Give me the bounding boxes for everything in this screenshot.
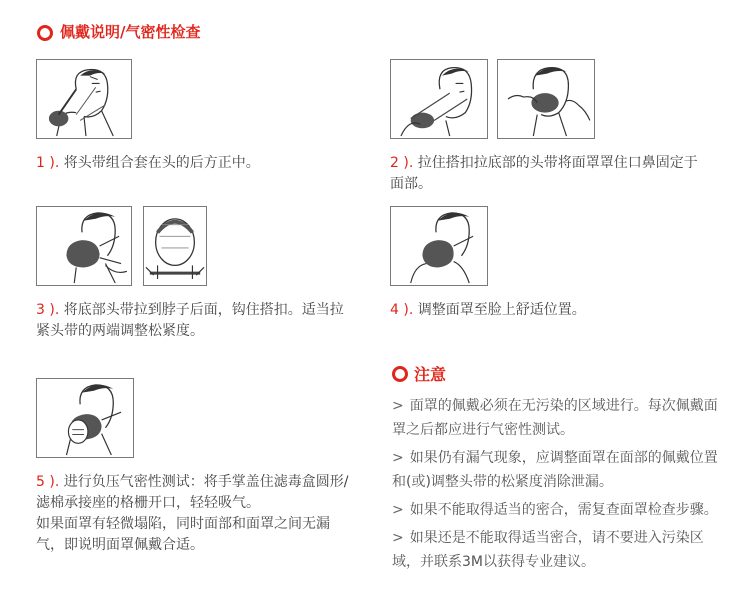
step-2-number: 2 ). <box>390 155 414 171</box>
notice-marker: > <box>392 398 404 414</box>
page-title: 佩戴说明/气密性检查 <box>60 23 201 41</box>
notice-list <box>392 394 722 574</box>
step-2-description: 拉住搭扣拉底部的头带将面罩罩住口鼻固定于面部。 <box>390 155 698 192</box>
notice-marker: > <box>392 450 404 466</box>
step-5-description: 进行负压气密性测试：将手掌盖住滤毒盒圆形/滤棉承接座的格栅开口，轻轻吸气。 <box>36 474 349 511</box>
step4-illustration <box>390 206 488 286</box>
step-3-number: 3 ). <box>36 302 60 318</box>
step-5-number: 5 ). <box>36 474 60 490</box>
step3-illustration-a <box>36 206 132 286</box>
step-4-description: 调整面罩至脸上舒适位置。 <box>417 302 586 318</box>
notice-item <box>392 498 722 522</box>
step-5-result: 如果面罩有轻微塌陷，同时面部和面罩之间无漏气，即说明面罩佩戴合适。 <box>36 516 330 553</box>
red-ring-icon <box>37 25 53 41</box>
red-ring-icon <box>392 366 408 382</box>
step1-illustration <box>36 59 132 139</box>
notice-text: 面罩的佩戴必须在无污染的区域进行。每次佩戴面罩之后都应进行气密性测试。 <box>392 398 718 438</box>
notice-title: 注意 <box>414 365 447 384</box>
step-1-description: 将头带组合套在头的后方正中。 <box>63 155 260 171</box>
step-4-text <box>390 300 710 321</box>
notice-text: 如果不能取得适当的密合，需复查面罩检查步骤。 <box>409 502 718 518</box>
step3-illustration-b <box>143 206 207 286</box>
step-3-text <box>36 300 356 342</box>
notice-text: 如果还是不能取得适当密合，请不要进入污染区域，并联系3M以获得专业建议。 <box>392 530 704 570</box>
notice-item <box>392 446 722 494</box>
step2-illustration-a <box>390 59 488 139</box>
notice-marker: > <box>392 502 404 518</box>
step-2-text <box>390 153 710 195</box>
step-1-text <box>36 153 356 174</box>
step-4-number: 4 ). <box>390 302 414 318</box>
step-1-number: 1 ). <box>36 155 60 171</box>
step-3-description: 将底部头带拉到脖子后面，钩住搭扣。适当拉紧头带的两端调整松紧度。 <box>36 302 344 339</box>
step5-illustration <box>36 378 134 458</box>
notice-item <box>392 526 722 574</box>
notice-item <box>392 394 722 442</box>
notice-text: 如果仍有漏气现象，应调整面罩在面部的佩戴位置和(或)调整头带的松紧度消除泄漏。 <box>392 450 718 490</box>
step2-illustration-b <box>497 59 595 139</box>
step-5-text <box>36 472 356 556</box>
notice-marker: > <box>392 530 404 546</box>
